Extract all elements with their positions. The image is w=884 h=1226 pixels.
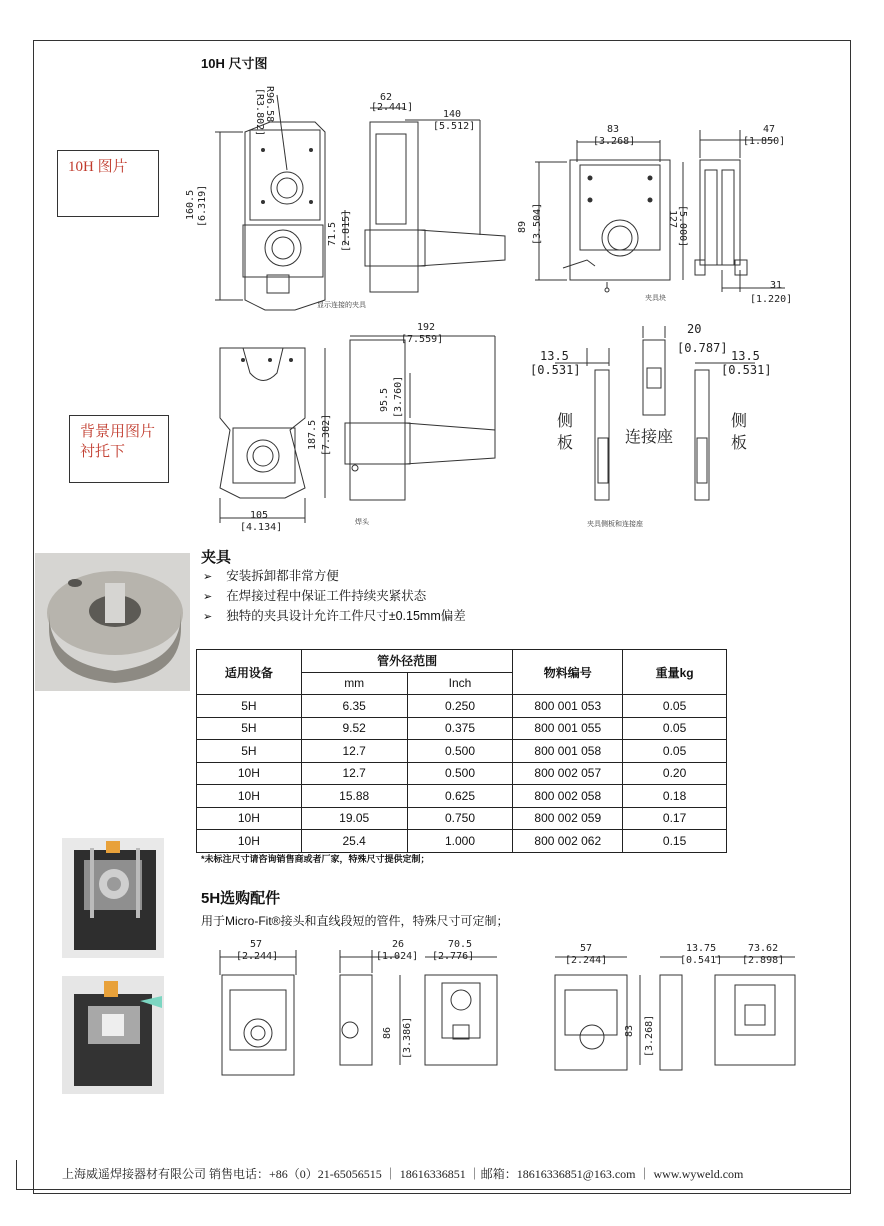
dim-71-in: [2.815] xyxy=(341,209,352,252)
spec-table xyxy=(196,649,727,853)
table-cell: 10H xyxy=(197,785,302,808)
table-cell: 0.500 xyxy=(407,762,513,785)
table-cell: 0.20 xyxy=(623,762,727,785)
dim-13-right-in: [0.531] xyxy=(721,363,772,377)
weld-head-side xyxy=(350,340,405,500)
connector-seat xyxy=(643,340,665,415)
header-inch: Inch xyxy=(407,672,513,695)
table-cell: 800 001 055 xyxy=(513,717,623,740)
dim-95: 95.5 xyxy=(379,387,390,412)
options-desc: 用于Micro-Fit®接头和直线段短的管件，特殊尺寸可定制； xyxy=(201,914,509,928)
dim-160-in: [6.319] xyxy=(197,184,208,227)
dim-187: 187.5 xyxy=(307,419,318,450)
dim-187-in: [7.382] xyxy=(321,413,332,456)
header-mm: mm xyxy=(301,672,407,695)
table-cell: 25.4 xyxy=(301,830,407,853)
table-cell: 12.7 xyxy=(301,762,407,785)
dim-13-left-in: [0.531] xyxy=(530,363,581,377)
dim-57b-in: [2.244] xyxy=(565,955,608,966)
dim-83-in: [3.268] xyxy=(644,1014,655,1057)
clamp-heading: 夹具 xyxy=(201,549,232,566)
table-cell: 0.17 xyxy=(623,807,727,830)
dim-20: 20 xyxy=(687,322,702,336)
front-view-outline xyxy=(245,122,325,310)
bullet-item: ➢ 在焊接过程中保证工件持续夹紧状态 xyxy=(203,587,466,607)
dim-71: 71.5 xyxy=(327,221,338,246)
table-cell: 800 002 059 xyxy=(513,807,623,830)
drawing-5h-options xyxy=(200,935,815,1085)
dim-192: 192 xyxy=(417,322,436,333)
dim-26: 26 xyxy=(392,939,405,950)
fixture-photo-1 xyxy=(62,838,164,958)
bullet-item: ➢ 独特的夹具设计允许工件尺寸±0.15mm偏差 xyxy=(203,607,466,627)
dim-31-in: [1.220] xyxy=(750,294,793,305)
footer-contact: 上海威遥焊接器材有限公司 销售电话：+86（0）21-65056515 ｜ 18616336851 ｜邮箱：18616336851@163.com ｜ www.wyweld.com xyxy=(62,1167,744,1181)
dim-13-in: [0.541] xyxy=(680,955,723,966)
table-cell: 0.375 xyxy=(407,717,513,740)
table-cell: 800 001 058 xyxy=(513,740,623,763)
option1-assembly xyxy=(425,975,497,1065)
header-weight: 重量kg xyxy=(623,650,727,695)
dim-83: 83 xyxy=(624,1024,635,1037)
table-row xyxy=(197,807,727,830)
table-cell: 800 002 058 xyxy=(513,785,623,808)
dim-73: 73.62 xyxy=(748,943,779,954)
page-title: 10H 尺寸图 xyxy=(201,56,268,71)
torch-shaft xyxy=(418,230,505,266)
table-cell: 0.750 xyxy=(407,807,513,830)
table-cell: 0.18 xyxy=(623,785,727,808)
dim-13: 13.75 xyxy=(686,943,717,954)
dim-127: 127 xyxy=(667,210,678,229)
side-plate-left xyxy=(595,370,609,500)
table-row xyxy=(197,785,727,808)
table-cell: 800 002 057 xyxy=(513,762,623,785)
option2-side xyxy=(660,975,682,1070)
header-device: 适用设备 xyxy=(197,650,302,695)
photo-note: 10H 图片 xyxy=(57,150,159,217)
dim-95-in: [3.760] xyxy=(393,375,404,418)
header-range: 管外径范围 xyxy=(301,650,513,673)
dim-89-in: [3.504] xyxy=(532,202,543,245)
dim-47: 47 xyxy=(763,124,776,135)
fixture-photo-2 xyxy=(62,976,164,1094)
option1-side xyxy=(340,975,372,1065)
dim-160: 160.5 xyxy=(185,189,196,220)
clamp-block xyxy=(243,225,323,277)
table-cell: 0.625 xyxy=(407,785,513,808)
clamp-photo xyxy=(35,553,190,691)
dim-127-in: [5.000] xyxy=(677,205,688,248)
table-cell: 0.05 xyxy=(623,740,727,763)
dim-radius-in: [R3.802] xyxy=(254,88,265,137)
dim-57b: 57 xyxy=(580,943,593,954)
caption-connected-clamp: 显示连接的夹具 xyxy=(317,301,366,309)
header-part: 物料编号 xyxy=(513,650,623,695)
table-cell: 1.000 xyxy=(407,830,513,853)
table-cell: 0.05 xyxy=(623,717,727,740)
dim-83: 83 xyxy=(607,124,620,135)
clamp-bullets xyxy=(203,567,466,627)
table-row xyxy=(197,717,727,740)
table-cell: 800 002 062 xyxy=(513,830,623,853)
table-note: *未标注尺寸请咨询销售商或者厂家，特殊尺寸提供定制； xyxy=(201,854,430,864)
dim-86-in: [3.386] xyxy=(402,1016,413,1059)
caption-clamp-block: 夹具块 xyxy=(645,294,666,302)
table-cell: 12.7 xyxy=(301,740,407,763)
table-cell: 6.35 xyxy=(301,695,407,718)
dim-62-in: [2.441] xyxy=(371,102,414,113)
table-cell: 0.05 xyxy=(623,695,727,718)
options-heading: 5H选购配件 xyxy=(201,890,281,907)
caption-weld-head: 焊头 xyxy=(355,518,369,526)
dim-105-in: [4.134] xyxy=(240,522,283,533)
dim-70-in: [2.776] xyxy=(432,951,475,962)
table-cell: 10H xyxy=(197,762,302,785)
table-cell: 5H xyxy=(197,695,302,718)
caption-side-plates: 夹具侧板和连接座 xyxy=(587,520,643,528)
dim-73-in: [2.898] xyxy=(742,955,785,966)
table-cell: 800 001 053 xyxy=(513,695,623,718)
dim-192-in: [7.559] xyxy=(401,334,444,345)
dim-83-in: [3.268] xyxy=(593,136,636,147)
table-cell: 10H xyxy=(197,830,302,853)
dim-31: 31 xyxy=(770,280,783,291)
table-cell: 0.500 xyxy=(407,740,513,763)
table-row xyxy=(197,762,727,785)
dim-140-in: [5.512] xyxy=(433,121,476,132)
table-row xyxy=(197,740,727,763)
bullet-item: ➢ 安装拆卸都非常方便 xyxy=(203,567,466,587)
table-cell: 0.250 xyxy=(407,695,513,718)
table-cell: 5H xyxy=(197,740,302,763)
table-cell: 10H xyxy=(197,807,302,830)
label-connector: 连接座 xyxy=(625,429,674,446)
table-cell: 9.52 xyxy=(301,717,407,740)
dim-47-in: [1.850] xyxy=(743,136,786,147)
label-side-1a: 侧 xyxy=(557,413,574,430)
table-cell: 0.15 xyxy=(623,830,727,853)
dim-radius: R96.58 xyxy=(264,86,275,123)
drawing-10h-top xyxy=(185,70,815,320)
dim-57a: 57 xyxy=(250,939,263,950)
dim-70: 70.5 xyxy=(448,939,473,950)
table-cell: 19.05 xyxy=(301,807,407,830)
label-side-2b: 板 xyxy=(731,435,748,452)
dim-105: 105 xyxy=(250,510,269,521)
label-side-2a: 侧 xyxy=(731,413,748,430)
table-cell: 15.88 xyxy=(301,785,407,808)
dim-13-right: 13.5 xyxy=(731,349,760,363)
dim-140: 140 xyxy=(443,109,462,120)
dim-13-left: 13.5 xyxy=(540,349,569,363)
background-note: 背景用图片衬托下 xyxy=(69,415,169,483)
dim-26-in: [1.024] xyxy=(376,951,419,962)
drawing-10h-mid xyxy=(195,318,815,533)
table-row xyxy=(197,830,727,853)
dim-57a-in: [2.244] xyxy=(236,951,279,962)
weld-head-shaft xyxy=(405,423,495,464)
option2-front xyxy=(555,975,627,1070)
label-side-1b: 板 xyxy=(557,435,574,452)
dim-62: 62 xyxy=(380,92,393,103)
dim-89: 89 xyxy=(517,220,528,233)
dim-20-in: [0.787] xyxy=(677,341,728,355)
option2-assembly xyxy=(715,975,795,1065)
table-cell: 5H xyxy=(197,717,302,740)
dim-86: 86 xyxy=(382,1026,393,1039)
table-row xyxy=(197,695,727,718)
